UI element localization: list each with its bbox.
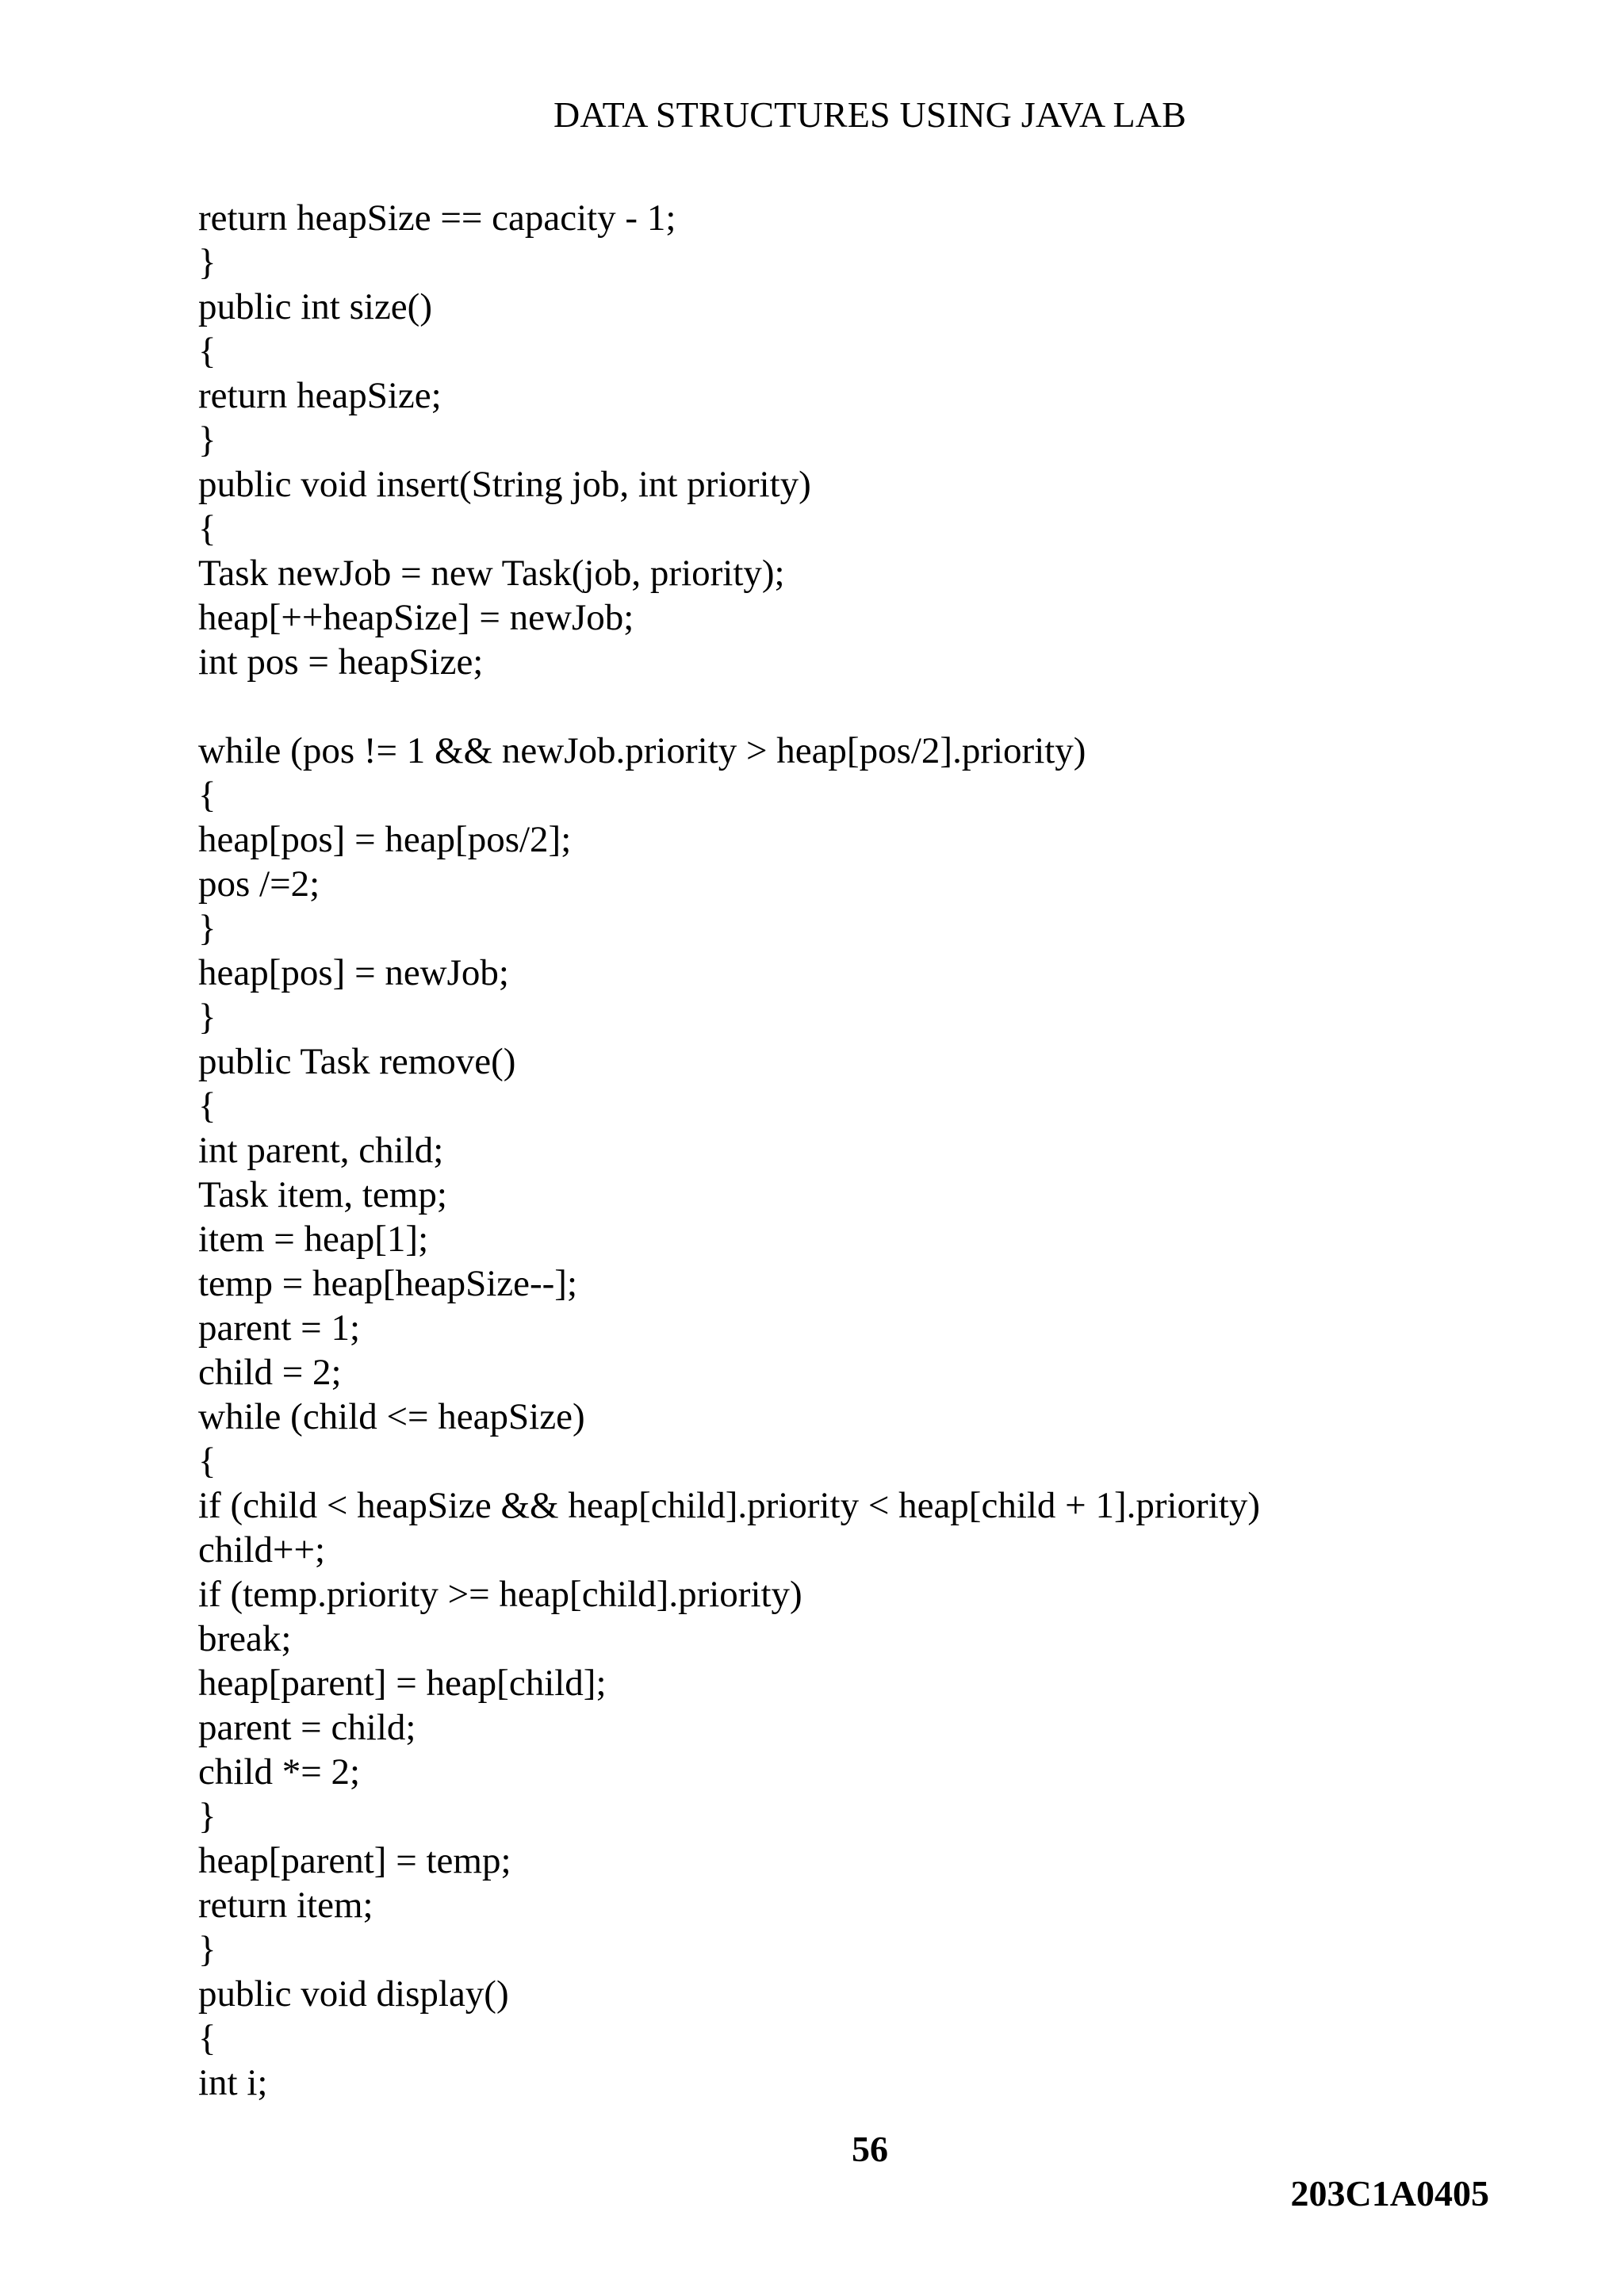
- code-line: int i;: [198, 2062, 268, 2103]
- code-line: public int size(): [198, 286, 432, 327]
- code-line: child *= 2;: [198, 1751, 361, 1793]
- code-line: public void insert(String job, int priority): [198, 464, 811, 505]
- code-line: heap[++heapSize] = newJob;: [198, 597, 634, 638]
- page-header-title: DATA STRUCTURES USING JAVA LAB: [553, 94, 1187, 135]
- code-line: Task item, temp;: [198, 1174, 447, 1215]
- code-line: parent = 1;: [198, 1307, 360, 1349]
- code-line: while (child <= heapSize): [198, 1396, 585, 1437]
- code-line: int parent, child;: [198, 1130, 444, 1171]
- roll-number: 203C1A0405: [1290, 2173, 1489, 2214]
- code-line: heap[pos] = newJob;: [198, 952, 509, 993]
- code-line: }: [198, 242, 216, 283]
- code-line: temp = heap[heapSize--];: [198, 1263, 578, 1304]
- code-line: child = 2;: [198, 1352, 342, 1393]
- code-line: {: [198, 508, 216, 549]
- code-line: {: [198, 1441, 216, 1482]
- code-line: heap[parent] = temp;: [198, 1840, 511, 1881]
- code-line: {: [198, 1085, 216, 1127]
- code-line: {: [198, 775, 216, 816]
- code-line: child++;: [198, 1529, 326, 1571]
- code-line: if (child < heapSize && heap[child].priority < heap[child + 1].priority): [198, 1485, 1260, 1526]
- code-line: item = heap[1];: [198, 1219, 429, 1260]
- code-line: Task newJob = new Task(job, priority);: [198, 553, 785, 594]
- code-line: break;: [198, 1618, 292, 1659]
- code-line: return item;: [198, 1885, 373, 1926]
- code-line: {: [198, 331, 216, 372]
- code-line: while (pos != 1 && newJob.priority > heap[pos/2].priority): [198, 730, 1086, 771]
- page-number: 56: [852, 2129, 888, 2169]
- code-line: heap[parent] = heap[child];: [198, 1663, 607, 1704]
- code-line: }: [198, 997, 216, 1038]
- code-line-blank: [198, 684, 1546, 729]
- code-line: if (temp.priority >= heap[child].priority): [198, 1574, 802, 1615]
- code-line: public void display(): [198, 1973, 509, 2015]
- code-block: [198, 196, 1546, 2105]
- code-line: public Task remove(): [198, 1041, 516, 1082]
- code-line: }: [198, 1929, 216, 1970]
- code-line: return heapSize == capacity - 1;: [198, 197, 676, 239]
- code-line: }: [198, 1796, 216, 1837]
- code-line: {: [198, 2018, 216, 2059]
- code-line: int pos = heapSize;: [198, 641, 484, 683]
- code-line: }: [198, 419, 216, 461]
- code-line: }: [198, 908, 216, 949]
- code-line: heap[pos] = heap[pos/2];: [198, 819, 572, 860]
- code-line: pos /=2;: [198, 863, 320, 905]
- code-line: parent = child;: [198, 1707, 416, 1748]
- code-line: return heapSize;: [198, 375, 442, 416]
